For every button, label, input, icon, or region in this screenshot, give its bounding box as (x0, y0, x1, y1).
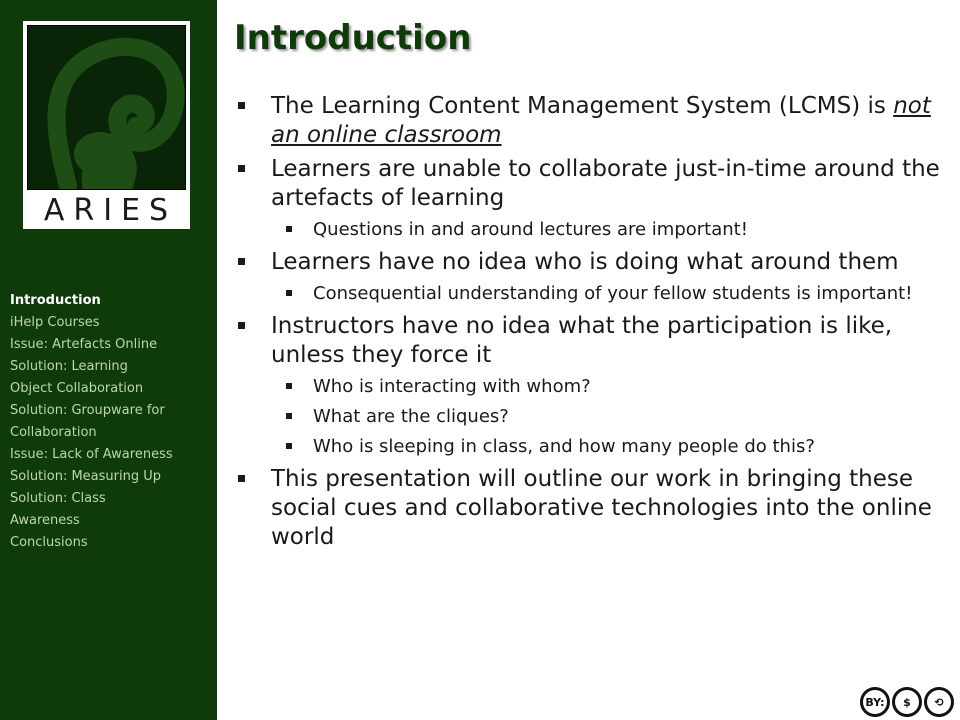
nav-item-issue-artefacts-online[interactable]: Issue: Artefacts Online (10, 337, 158, 352)
nav-item-solution-learning[interactable]: Solution: Learning (10, 359, 128, 374)
license-badges (860, 687, 954, 717)
subbullet-questions: Questions in and around lectures are important! (234, 218, 954, 241)
slide-title: Introduction (234, 18, 472, 58)
subbullet-consequential: Consequential understanding of your fellow students is important! (234, 282, 954, 305)
nav-item-ihelp-courses[interactable]: iHelp Courses (10, 315, 100, 330)
cc-nc-icon: $ (892, 687, 922, 717)
nav-item-awareness[interactable]: Awareness (10, 513, 80, 528)
cc-sa-icon: ⟲ (924, 687, 954, 717)
bullet-instructors: Instructors have no idea what the participation is like, unless they force it (234, 312, 954, 370)
sidebar (0, 0, 217, 720)
bullet-no-idea-learners: Learners have no idea who is doing what around them (234, 248, 954, 277)
sidebar-nav (10, 290, 215, 554)
nav-item-solution-measuring-up[interactable]: Solution: Measuring Up (10, 469, 162, 484)
nav-item-solution-groupware[interactable]: Solution: Groupware for (10, 403, 165, 418)
nav-item-introduction[interactable]: Introduction (10, 293, 101, 308)
aries-logo (23, 21, 190, 229)
nav-item-object-collaboration[interactable]: Object Collaboration (10, 381, 144, 396)
nav-item-issue-lack-of-awareness[interactable]: Issue: Lack of Awareness (10, 447, 173, 462)
nav-item-solution-class[interactable]: Solution: Class (10, 491, 106, 506)
ram-emblem (27, 25, 186, 190)
nav-item-collaboration[interactable]: Collaboration (10, 425, 97, 440)
bullet-lcms (234, 92, 954, 150)
bullet-lcms-text: The Learning Content Management System (LCMS) is (271, 93, 894, 119)
nav-item-conclusions[interactable]: Conclusions (10, 535, 88, 550)
bullet-lcms-emphasis: not an online classroom (271, 93, 931, 148)
slide-content (234, 92, 954, 557)
bullet-presentation: This presentation will outline our work in bringing these social cues and collaborative technologies into the online world (234, 465, 954, 552)
subbullet-sleeping: Who is sleeping in class, and how many people do this? (234, 435, 954, 458)
subbullet-cliques: What are the cliques? (234, 405, 954, 428)
cc-by-icon: BY: (860, 687, 890, 717)
subbullet-interacting: Who is interacting with whom? (234, 375, 954, 398)
logo-text: ARIES (43, 193, 178, 228)
ram-head-icon (28, 26, 186, 190)
bullet-collaborate: Learners are unable to collaborate just-in-time around the artefacts of learning (234, 155, 954, 213)
